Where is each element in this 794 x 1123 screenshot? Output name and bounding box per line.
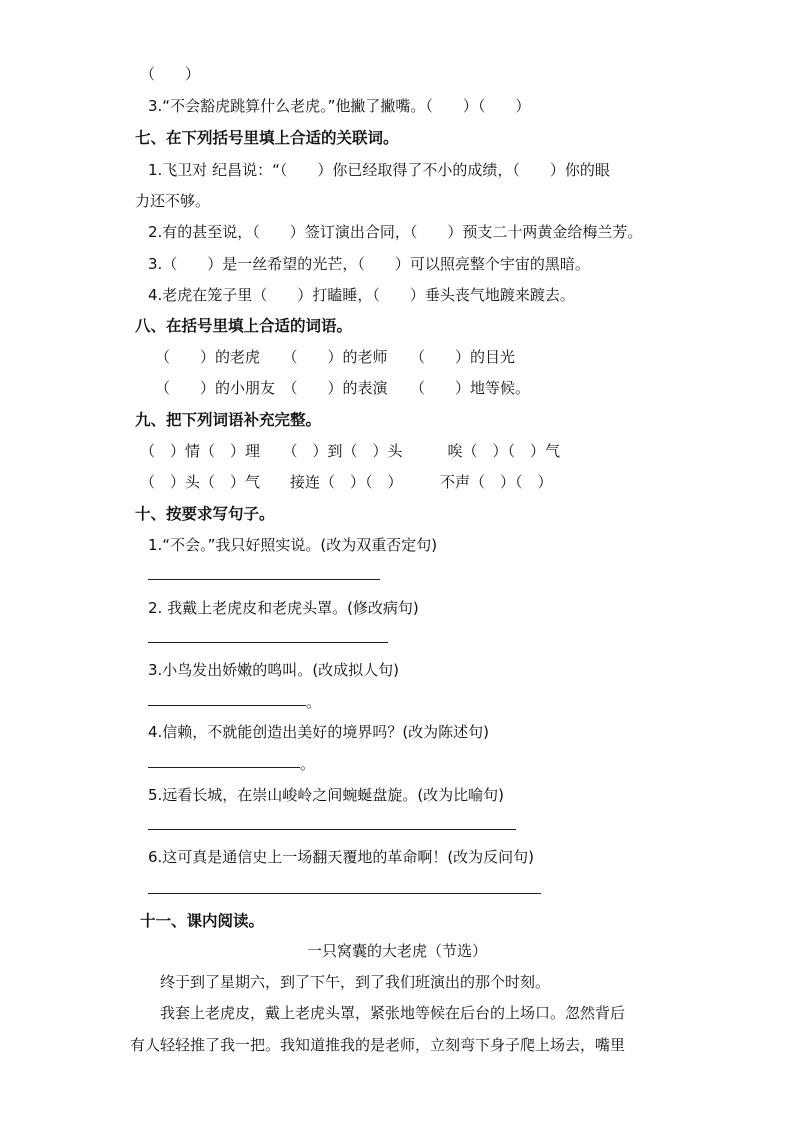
- section-8-heading: 八、在括号里填上合适的词语。: [135, 317, 353, 335]
- answer-line: [148, 893, 541, 894]
- rewrite-question: 2. 我戴上老虎皮和老虎头罩。(修改病句): [148, 599, 419, 617]
- answer-bracket-line: （ ）: [140, 65, 201, 83]
- passage-paragraph: 终于到了星期六，到了下午，到了我们班演出的那个时刻。: [160, 973, 551, 991]
- passage-paragraph: 我套上老虎皮，戴上老虎头罩，紧张地等候在后台的上场口。忽然背后: [160, 1004, 626, 1022]
- rewrite-question: 6.这可真是通信史上一场翻天覆地的革命啊！(改为反问句): [148, 848, 535, 866]
- answer-line: [148, 705, 306, 706]
- answer-period: 。: [306, 693, 322, 711]
- question-line: 力还不够。: [135, 192, 211, 210]
- question-line: （ ）的小朋友 （ ）的表演 （ ）地等候。: [155, 379, 531, 397]
- rewrite-question: 3.小鸟发出娇嫩的鸣叫。(改成拟人句): [148, 661, 400, 679]
- question-line: 2.有的甚至说，（ ）签订演出合同，（ ）预支二十两黄金给梅兰芳。: [148, 223, 643, 241]
- question-line: （ ）的老虎 （ ）的老师 （ ）的目光: [155, 348, 516, 366]
- section-9-heading: 九、把下列词语补充完整。: [135, 411, 322, 429]
- rewrite-question: 4.信赖，不就能创造出美好的境界吗？(改为陈述句): [148, 723, 490, 741]
- answer-period: 。: [300, 755, 316, 773]
- answer-line: [148, 767, 300, 768]
- question-line: 4.老虎在笼子里（ ）打瞌睡，（ ）垂头丧气地踱来踱去。: [148, 286, 575, 304]
- answer-line: [148, 642, 388, 643]
- rewrite-question: 1.“不会。”我只好照实说。(改为双重否定句): [148, 536, 438, 554]
- answer-line: [148, 829, 516, 830]
- section-10-heading: 十、按要求写句子。: [135, 505, 275, 523]
- question-line: （ ）头（ ）气 接连（ ）（ ） 不声（ ）（ ）: [140, 473, 553, 491]
- section-11-heading: 十一、课内阅读。: [140, 912, 265, 930]
- section-7-heading: 七、在下列括号里填上合适的关联词。: [135, 129, 399, 147]
- question-line: 3.“不会豁虎跳算什么老虎。”他撇了撇嘴。（ ）（ ）: [148, 97, 531, 115]
- answer-line: [148, 579, 380, 580]
- passage-paragraph: 有人轻轻推了我一把。我知道推我的是老师，立刻弯下身子爬上场去，嘴里: [130, 1036, 626, 1054]
- question-line: 3.（ ）是一丝希望的光芒，（ ）可以照亮整个宇宙的黑暗。: [148, 255, 590, 273]
- question-line: （ ）情（ ）理 （ ）到（ ）头 唉（ ）（ ）气: [140, 442, 561, 460]
- question-line: 1.飞卫对 纪昌说：“（ ）你已经取得了不小的成绩，（ ）你的眼: [148, 161, 610, 179]
- rewrite-question: 5.远看长城，在崇山峻岭之间蜿蜒盘旋。(改为比喻句): [148, 786, 505, 804]
- passage-title: 一只窝囊的大老虎（节选）: [306, 942, 487, 960]
